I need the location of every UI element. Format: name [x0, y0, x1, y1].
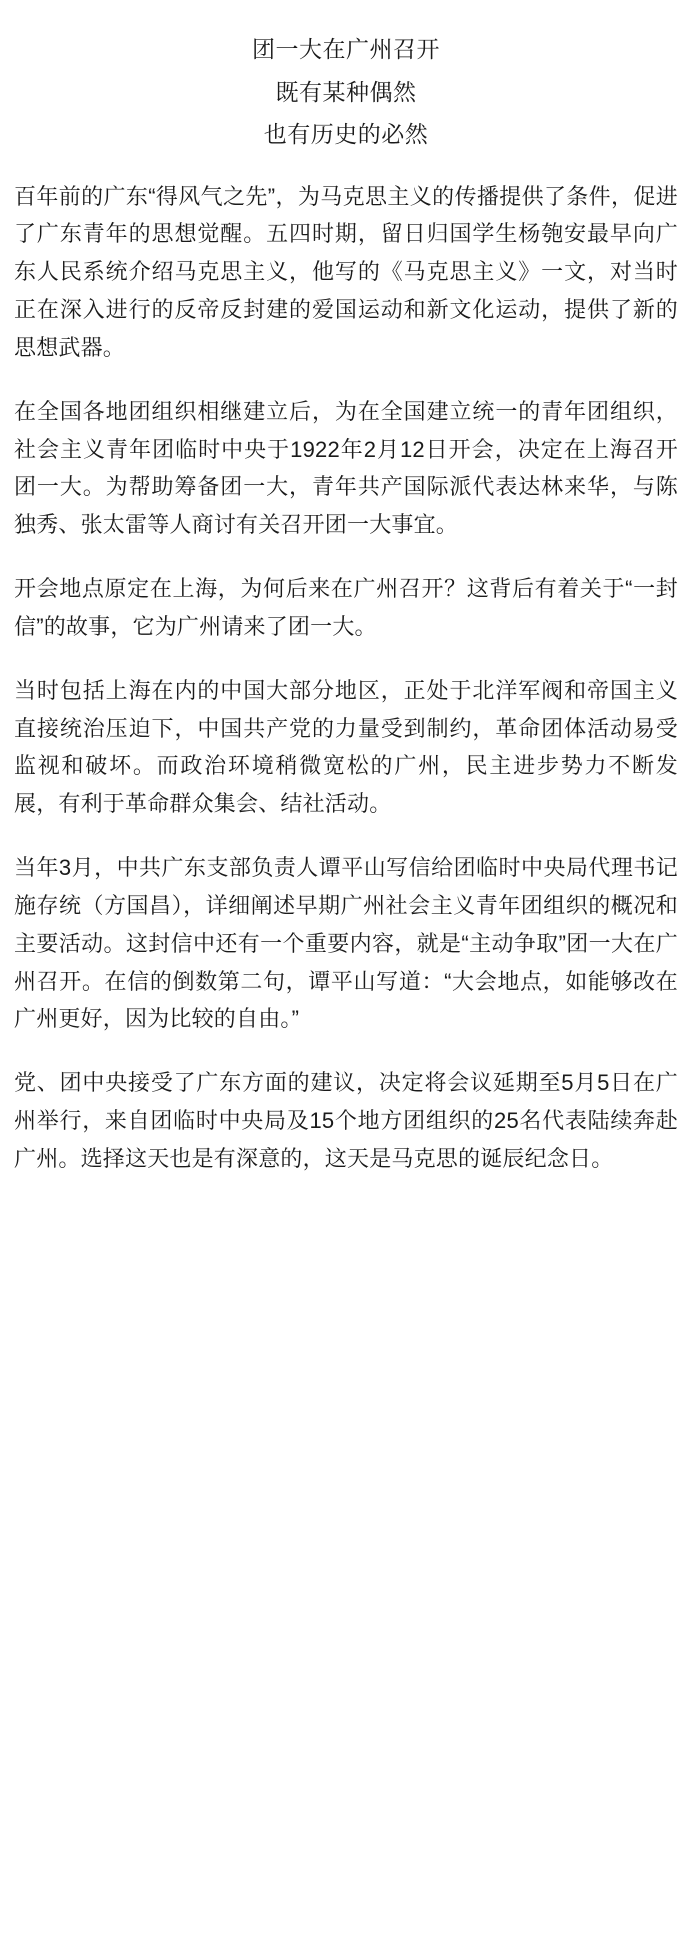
- page-title: [14, 28, 678, 156]
- article-body: [14, 178, 678, 1178]
- article-paragraph: 党、团中央接受了广东方面的建议，决定将会议延期至5月5日在广州举行，来自团临时中央局及15个地方团组织的25名代表陆续奔赴广州。选择这天也是有深意的，这天是马克思的诞辰纪念日。: [14, 1070, 678, 1171]
- article-paragraph: 开会地点原定在上海，为何后来在广州召开？这背后有着关于“一封信”的故事，它为广州请来了团一大。: [14, 576, 678, 639]
- article-paragraph: 当年3月，中共广东支部负责人谭平山写信给团临时中央局代理书记施存统（方国昌），详细阐述早期广州社会主义青年团组织的概况和主要活动。这封信中还有一个重要内容，就是“主动争取”团一大在广州召开。在信的倒数第二句，谭平山写道：“大会地点，如能够改在广州更好，因为比较的自由。”: [14, 855, 678, 1032]
- headline-line-2: 既有某种偶然: [275, 78, 417, 105]
- article-paragraph: 当时包括上海在内的中国大部分地区，正处于北洋军阀和帝国主义直接统治压迫下，中国共产党的力量受到制约，革命团体活动易受监视和破坏。而政治环境稍微宽松的广州，民主进步势力不断发展，有利于革命群众集会、结社活动。: [14, 677, 678, 817]
- article-paragraph: 百年前的广东“得风气之先”，为马克思主义的传播提供了条件，促进了广东青年的思想觉醒。五四时期，留日归国学生杨匏安最早向广东人民系统介绍马克思主义，他写的《马克思主义》一文，对当时正在深入进行的反帝反封建的爱国运动和新文化运动，提供了新的思想武器。: [14, 183, 678, 360]
- headline-line-3: 也有历史的必然: [263, 121, 429, 148]
- headline-line-1: 团一大在广州召开: [252, 36, 440, 62]
- article-paragraph: 在全国各地团组织相继建立后，为在全国建立统一的青年团组织，社会主义青年团临时中央于1922年2月12日开会，决定在上海召开团一大。为帮助筹备团一大，青年共产国际派代表达林来华，与陈独秀、张太雷等人商讨有关召开团一大事宜。: [14, 398, 678, 538]
